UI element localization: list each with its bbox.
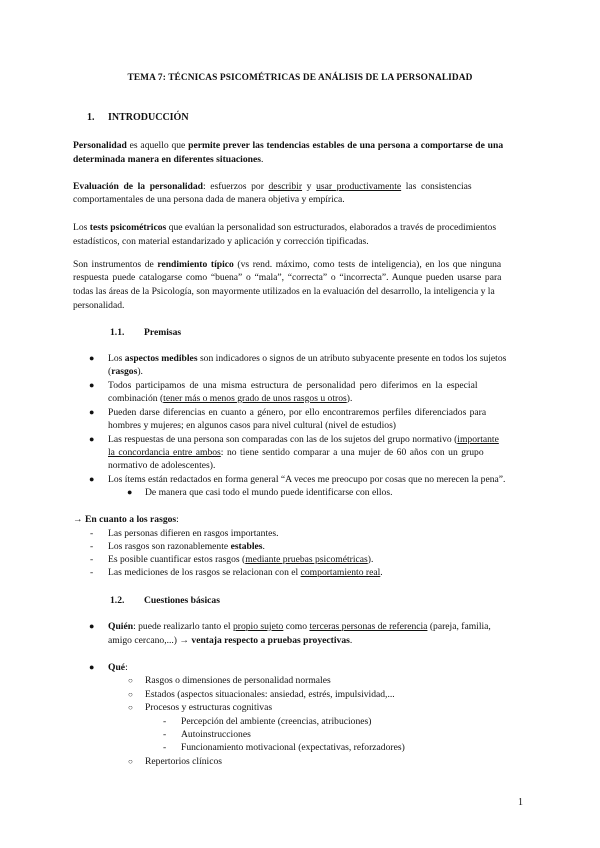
- dash-icon: -: [163, 716, 167, 727]
- bullet-icon: ●: [89, 434, 95, 444]
- rasgo-2: Los rasgos son razonablemente estables.: [108, 541, 265, 552]
- subsection-number: 1.1.: [110, 327, 125, 338]
- premisa-1-line2: (rasgos).: [108, 366, 143, 377]
- rasgo-1: Las personas difieren en rasgos importantes.: [108, 528, 279, 539]
- circle-bullet-icon: ○: [128, 690, 133, 699]
- bullet-icon: ●: [89, 380, 95, 390]
- rasgo-3: Es posible cuantificar estos rasgos (mediante pruebas psicométricas).: [108, 554, 374, 565]
- document-title: TEMA 7: TÉCNICAS PSICOMÉTRICAS DE ANÁLISIS DE LA PERSONALIDAD: [127, 73, 473, 83]
- bullet-icon: ●: [89, 621, 95, 631]
- premisa-3-line2: hombres y mujeres; en algunos casos para nivel cultural (nivel de estudios): [108, 420, 396, 431]
- dash-icon: -: [90, 541, 94, 552]
- bullet-icon: ●: [89, 353, 95, 363]
- subsection-title: Cuestiones básicas: [144, 595, 220, 606]
- paragraph-instrumentos-line2: respuesta puede catalogarse como “buena” o “mala”, “correcta” o “incorrecta”. Aunque pueden usarse para: [73, 272, 502, 283]
- que-subitem-3: Funcionamiento motivacional (expectativas, reforzadores): [181, 742, 405, 753]
- premisa-3: Pueden darse diferencias en cuanto a género, por ello encontraremos perfiles diferenciados para: [108, 407, 487, 418]
- que-item-3: Procesos y estructuras cognitivas: [145, 702, 273, 713]
- bullet-icon: ●: [127, 487, 133, 497]
- quien-line1: Quién: puede realizarlo tanto el propio sujeto como terceras personas de referencia (pareja, familia,: [108, 621, 491, 632]
- dash-icon: -: [90, 554, 94, 565]
- section-title: INTRODUCCIÓN: [108, 112, 189, 123]
- subsection-title: Premisas: [144, 327, 182, 338]
- premisa-4: Las respuestas de una persona son comparadas con las de los sujetos del grupo normativo (importante: [108, 434, 499, 445]
- paragraph-evaluacion-line2: comportamentales de una persona dada de manera objetiva y empírica.: [73, 194, 345, 205]
- que-subitem-2: Autoinstrucciones: [181, 729, 251, 740]
- circle-bullet-icon: ○: [128, 676, 133, 685]
- paragraph-instrumentos: Son instrumentos de rendimiento típico (vs rend. máximo, como tests de inteligencia), en los que ninguna: [73, 259, 502, 270]
- premisa-2-line2: combinación (tener más o menos grado de unos rasgos u otros).: [108, 393, 353, 404]
- paragraph-personalidad: Personalidad es aquello que permite prever las tendencias estables de una persona a comportarse de una: [73, 140, 504, 151]
- paragraph-tests-line2: estadísticos, con material estandarizado y aplicación y corrección tipificadas.: [73, 236, 369, 247]
- quien-line2: amigo cercano,...) → ventaja respecto a pruebas proyectivas.: [108, 635, 353, 646]
- premisa-5-sub: De manera que casi todo el mundo puede identificarse con ellos.: [145, 487, 393, 498]
- bullet-icon: ●: [89, 407, 95, 417]
- dash-icon: -: [163, 729, 167, 740]
- rasgo-4: Las mediciones de los rasgos se relacionan con el comportamiento real.: [108, 567, 383, 578]
- paragraph-personalidad-line2: determinada manera en diferentes situaciones.: [73, 154, 264, 165]
- premisa-2: Todos participamos de una misma estructura de personalidad pero diferimos en la especial: [108, 380, 478, 391]
- que-heading: Qué:: [108, 662, 128, 673]
- arrow-icon: →: [73, 514, 83, 525]
- que-item-4: Repertorios clínicos: [145, 756, 222, 767]
- premisa-1: Los aspectos medibles son indicadores o signos de un atributo subyacente presente en todos los sujetos: [108, 353, 507, 364]
- dash-icon: -: [90, 528, 94, 539]
- bullet-icon: ●: [89, 474, 95, 484]
- que-subitem-1: Percepción del ambiente (creencias, atribuciones): [181, 716, 372, 727]
- paragraph-instrumentos-line3: todas las áreas de la Psicología, son mayormente utilizados en la evaluación del desarrollo, la inteligencia y la: [73, 286, 495, 297]
- dash-icon: -: [90, 567, 94, 578]
- paragraph-tests: Los tests psicométricos que evalúan la personalidad son estructurados, elaborados a través de procedimientos: [73, 222, 497, 233]
- que-item-2: Estados (aspectos situacionales: ansiedad, estrés, impulsividad,...: [145, 689, 395, 700]
- premisa-5: Los ítems están redactados en forma general “A veces me preocupo por cosas que no merecen la pena”.: [108, 474, 506, 485]
- rasgos-heading: → En cuanto a los rasgos:: [73, 514, 179, 525]
- circle-bullet-icon: ○: [128, 703, 133, 712]
- que-item-1: Rasgos o dimensiones de personalidad normales: [145, 675, 331, 686]
- dash-icon: -: [163, 742, 167, 753]
- premisa-4-line2: la concordancia entre ambos: no tiene sentido comparar a una mujer de 60 años con un grupo: [108, 447, 484, 458]
- paragraph-instrumentos-line4: personalidad.: [73, 300, 125, 311]
- bullet-icon: ●: [89, 662, 95, 672]
- page-number: 1: [518, 797, 523, 808]
- paragraph-evaluacion: Evaluación de la personalidad: esfuerzos por describir y usar productivamente las consistencias: [73, 181, 472, 192]
- circle-bullet-icon: ○: [128, 757, 133, 766]
- subsection-number: 1.2.: [110, 595, 125, 606]
- premisa-4-line3: normativo de adolescentes).: [108, 460, 216, 471]
- section-number: 1.: [87, 112, 95, 123]
